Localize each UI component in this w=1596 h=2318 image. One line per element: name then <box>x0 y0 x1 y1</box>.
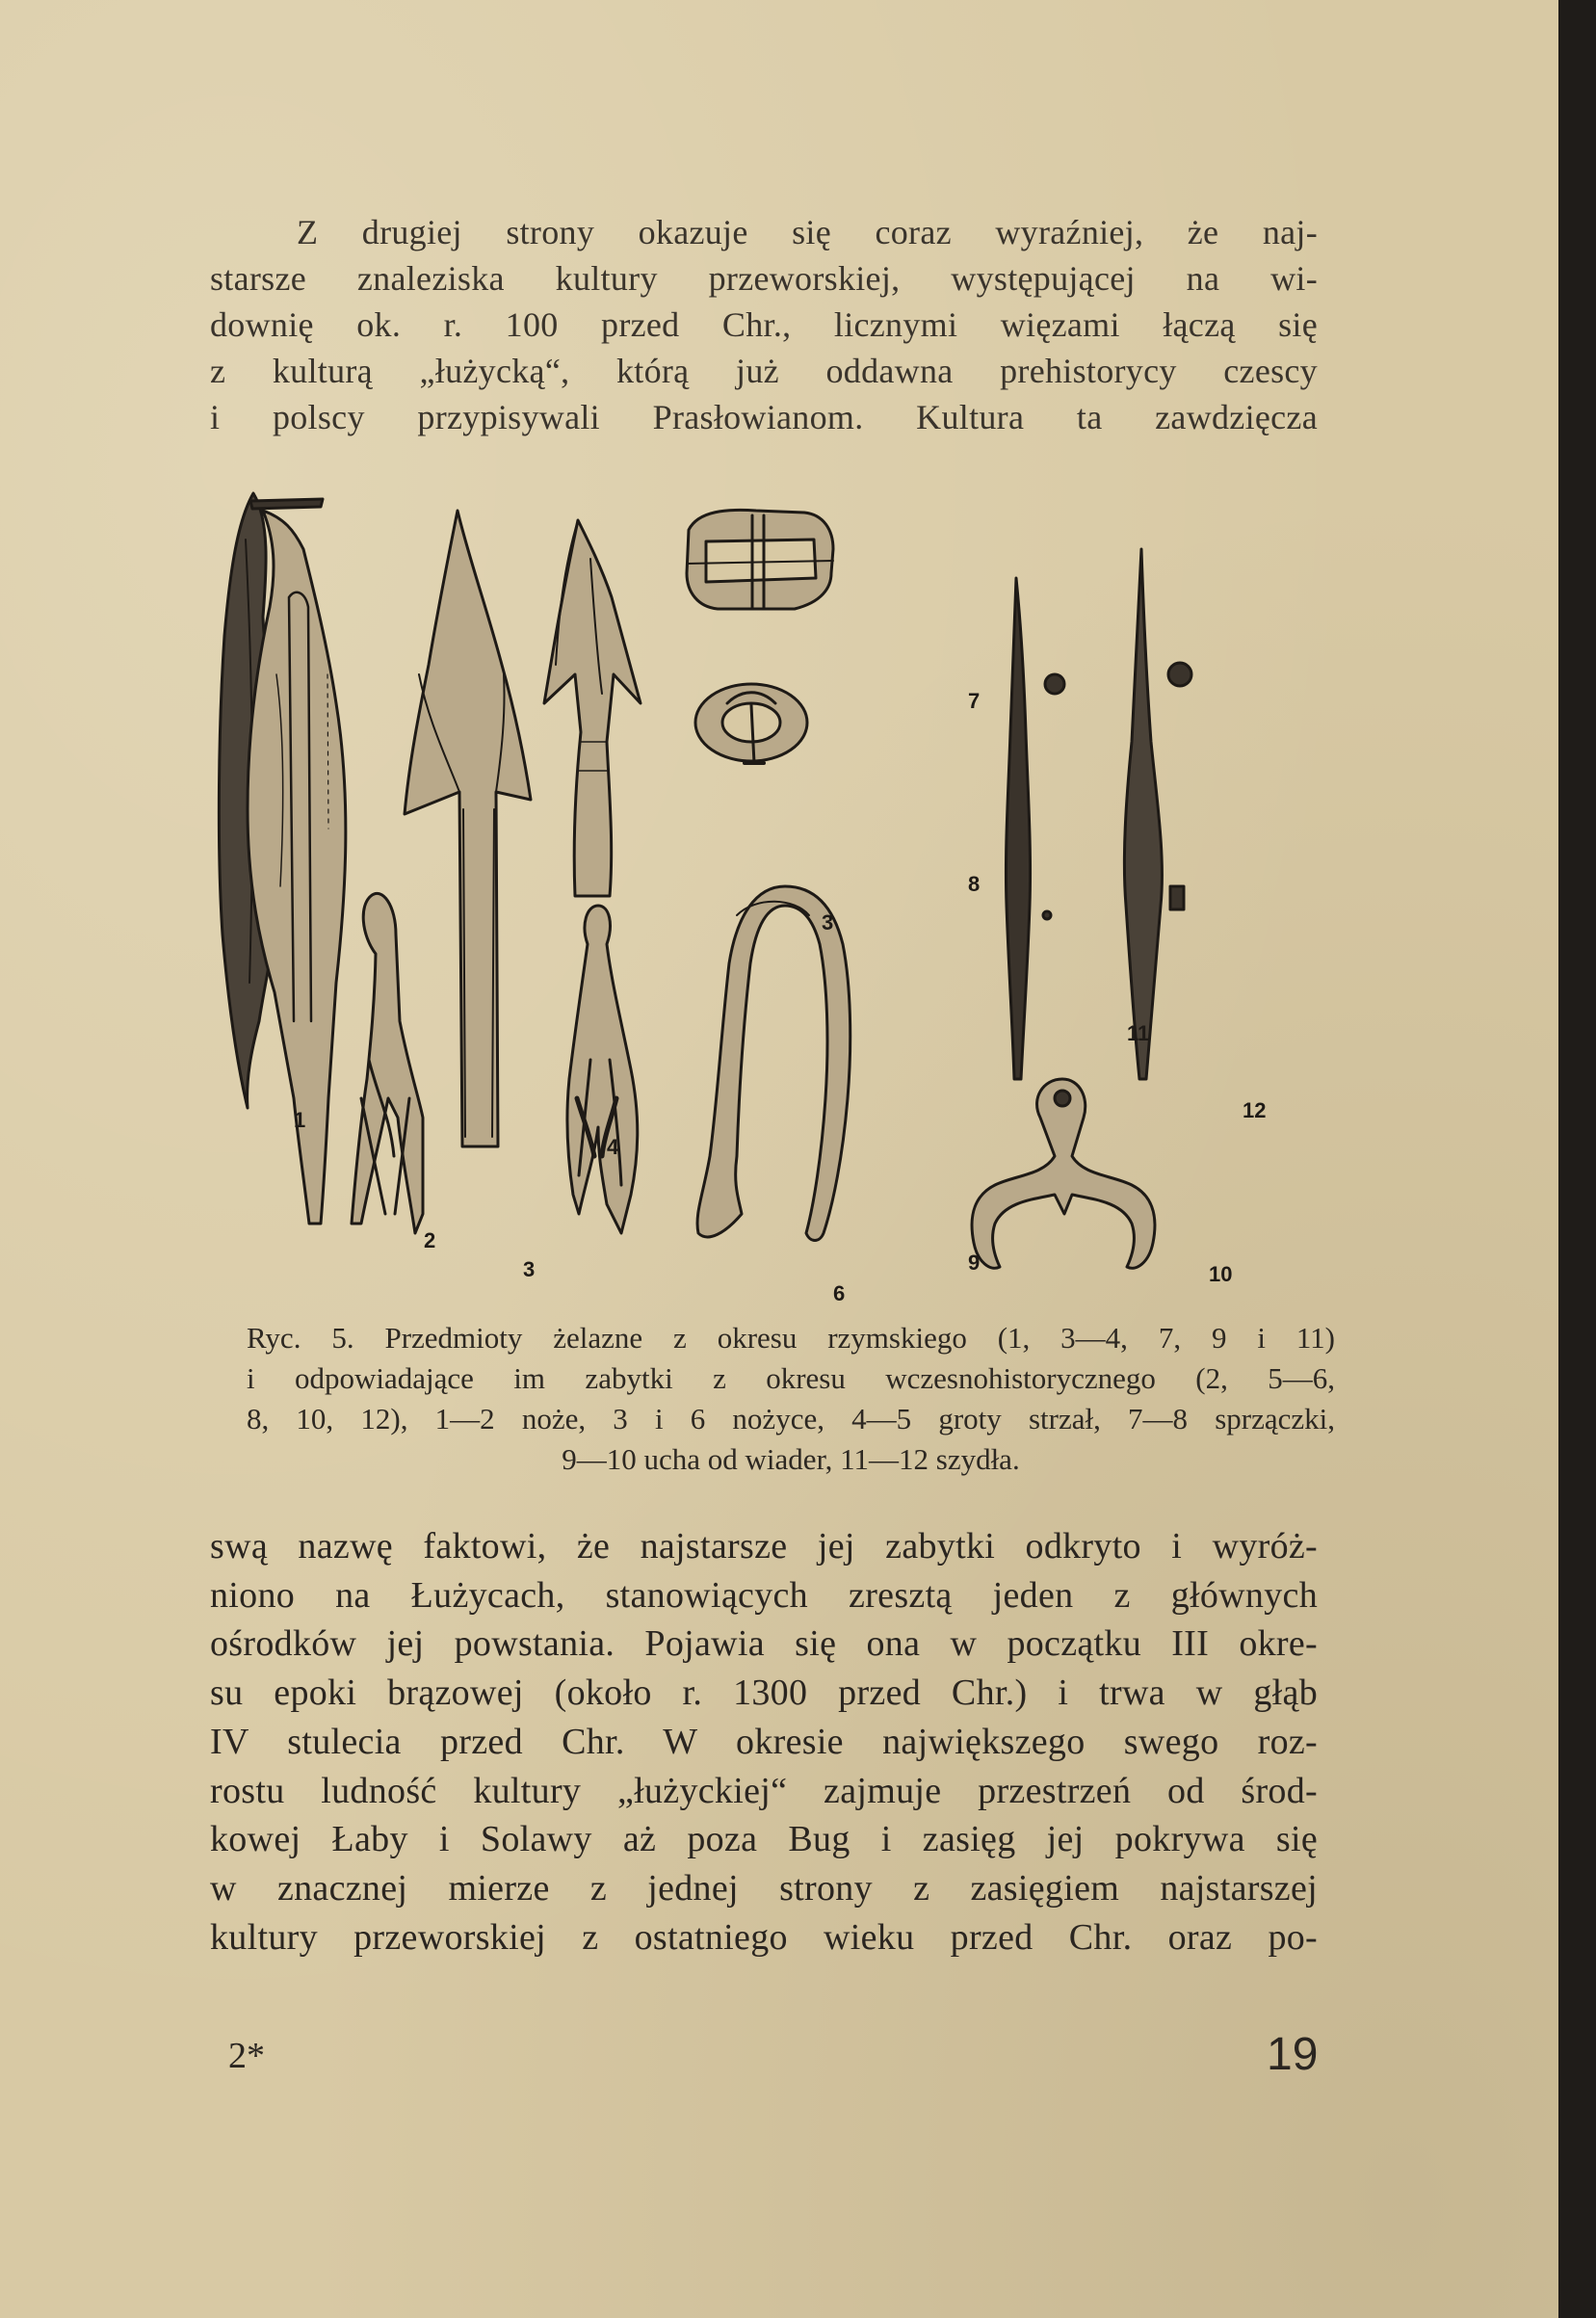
arrowhead-4-illustration <box>405 511 531 1146</box>
buckle-8-illustration <box>695 684 807 763</box>
page-number: 19 <box>1267 2029 1319 2080</box>
bucket-handle-9-illustration <box>697 886 850 1241</box>
caption-line: 8, 10, 12), 1—2 noże, 3 i 6 nożyce, 4—5 groty strzał, 7—8 sprzączki, <box>247 1402 1335 1436</box>
arrowhead-5-illustration <box>544 520 641 896</box>
text-line: Z drugiej strony okazuje się coraz wyraźniej, że naj- <box>297 213 1318 251</box>
bucket-handle-10-illustration <box>972 1079 1155 1268</box>
book-binding-edge <box>1558 0 1596 2318</box>
text-line: w znacznej mierze z jednej strony z zasięgiem najstarszej <box>210 1867 1318 1909</box>
figure-iron-objects <box>217 482 1324 1310</box>
caption-line: 9—10 ucha od wiader, 11—12 szydła. <box>562 1442 1020 1476</box>
text-line: z kulturą „łużycką“, którą już oddawna prehistorycy czescy <box>210 352 1318 390</box>
text-line: IV stulecia przed Chr. W okresie największego swego roz- <box>210 1721 1318 1762</box>
text-line: starsze znaleziska kultury przeworskiej, występującej na wi- <box>210 259 1318 298</box>
text-line: swą nazwę faktowi, że najstarsze jej zabytki odkryto i wyróż- <box>210 1526 1318 1567</box>
figure-label-9: 9 <box>968 1251 981 1275</box>
text-line: ośrodków jej powstania. Pojawia się ona w początku III okre- <box>210 1623 1318 1665</box>
figure-label-3: 3 <box>523 1257 536 1281</box>
text-line: downię ok. r. 100 przed Chr., licznymi więzami łączą się <box>210 305 1318 344</box>
text-line: su epoki brązowej (około r. 1300 przed Chr.) i trwa w głąb <box>210 1673 1318 1714</box>
figure-label-11: 11 <box>1127 1021 1150 1045</box>
paragraph-bottom <box>210 1522 1318 1962</box>
figure-label-5: 3 <box>822 910 834 935</box>
text-line: niono na Łużycach, stanowiących zresztą jeden z głównych <box>210 1574 1318 1616</box>
figure-label-10: 10 <box>1209 1262 1233 1286</box>
awl-11-illustration <box>1006 578 1064 1079</box>
figure-label-12: 12 <box>1243 1098 1267 1122</box>
caption-line: i odpowiadające im zabytki z okresu wczesnohistorycznego (2, 5—6, <box>247 1361 1335 1395</box>
figure-label-6: 6 <box>833 1281 846 1305</box>
text-line: rostu ludność kultury „łużyckiej“ zajmuje przestrzeń od środ- <box>210 1770 1318 1811</box>
awl-12-illustration <box>1124 549 1191 1079</box>
buckle-7-illustration <box>687 510 833 609</box>
figure-label-7: 7 <box>968 689 981 713</box>
figure-label-8: 8 <box>968 872 981 896</box>
printer-signature: 2* <box>228 2036 265 2076</box>
text-line: kultury przeworskiej z ostatniego wieku przed Chr. oraz po- <box>210 1916 1318 1958</box>
figure-label-2: 2 <box>424 1228 436 1252</box>
caption-line: Ryc. 5. Przedmioty żelazne z okresu rzymskiego (1, 3—4, 7, 9 i 11) <box>247 1321 1335 1355</box>
figure-caption <box>247 1318 1335 1480</box>
figure-label-1: 1 <box>294 1108 306 1132</box>
paragraph-top <box>210 209 1318 440</box>
scissors-3-illustration <box>352 893 423 1233</box>
text-line: kowej Łaby i Solawy aż poza Bug i zasięg jej pokrywa się <box>210 1819 1318 1860</box>
text-line: i polscy przypisywali Prasłowianom. Kultura ta zawdzięcza <box>210 398 1318 436</box>
scissors-6-illustration <box>567 906 638 1233</box>
figure-label-4: 4 <box>607 1135 619 1159</box>
